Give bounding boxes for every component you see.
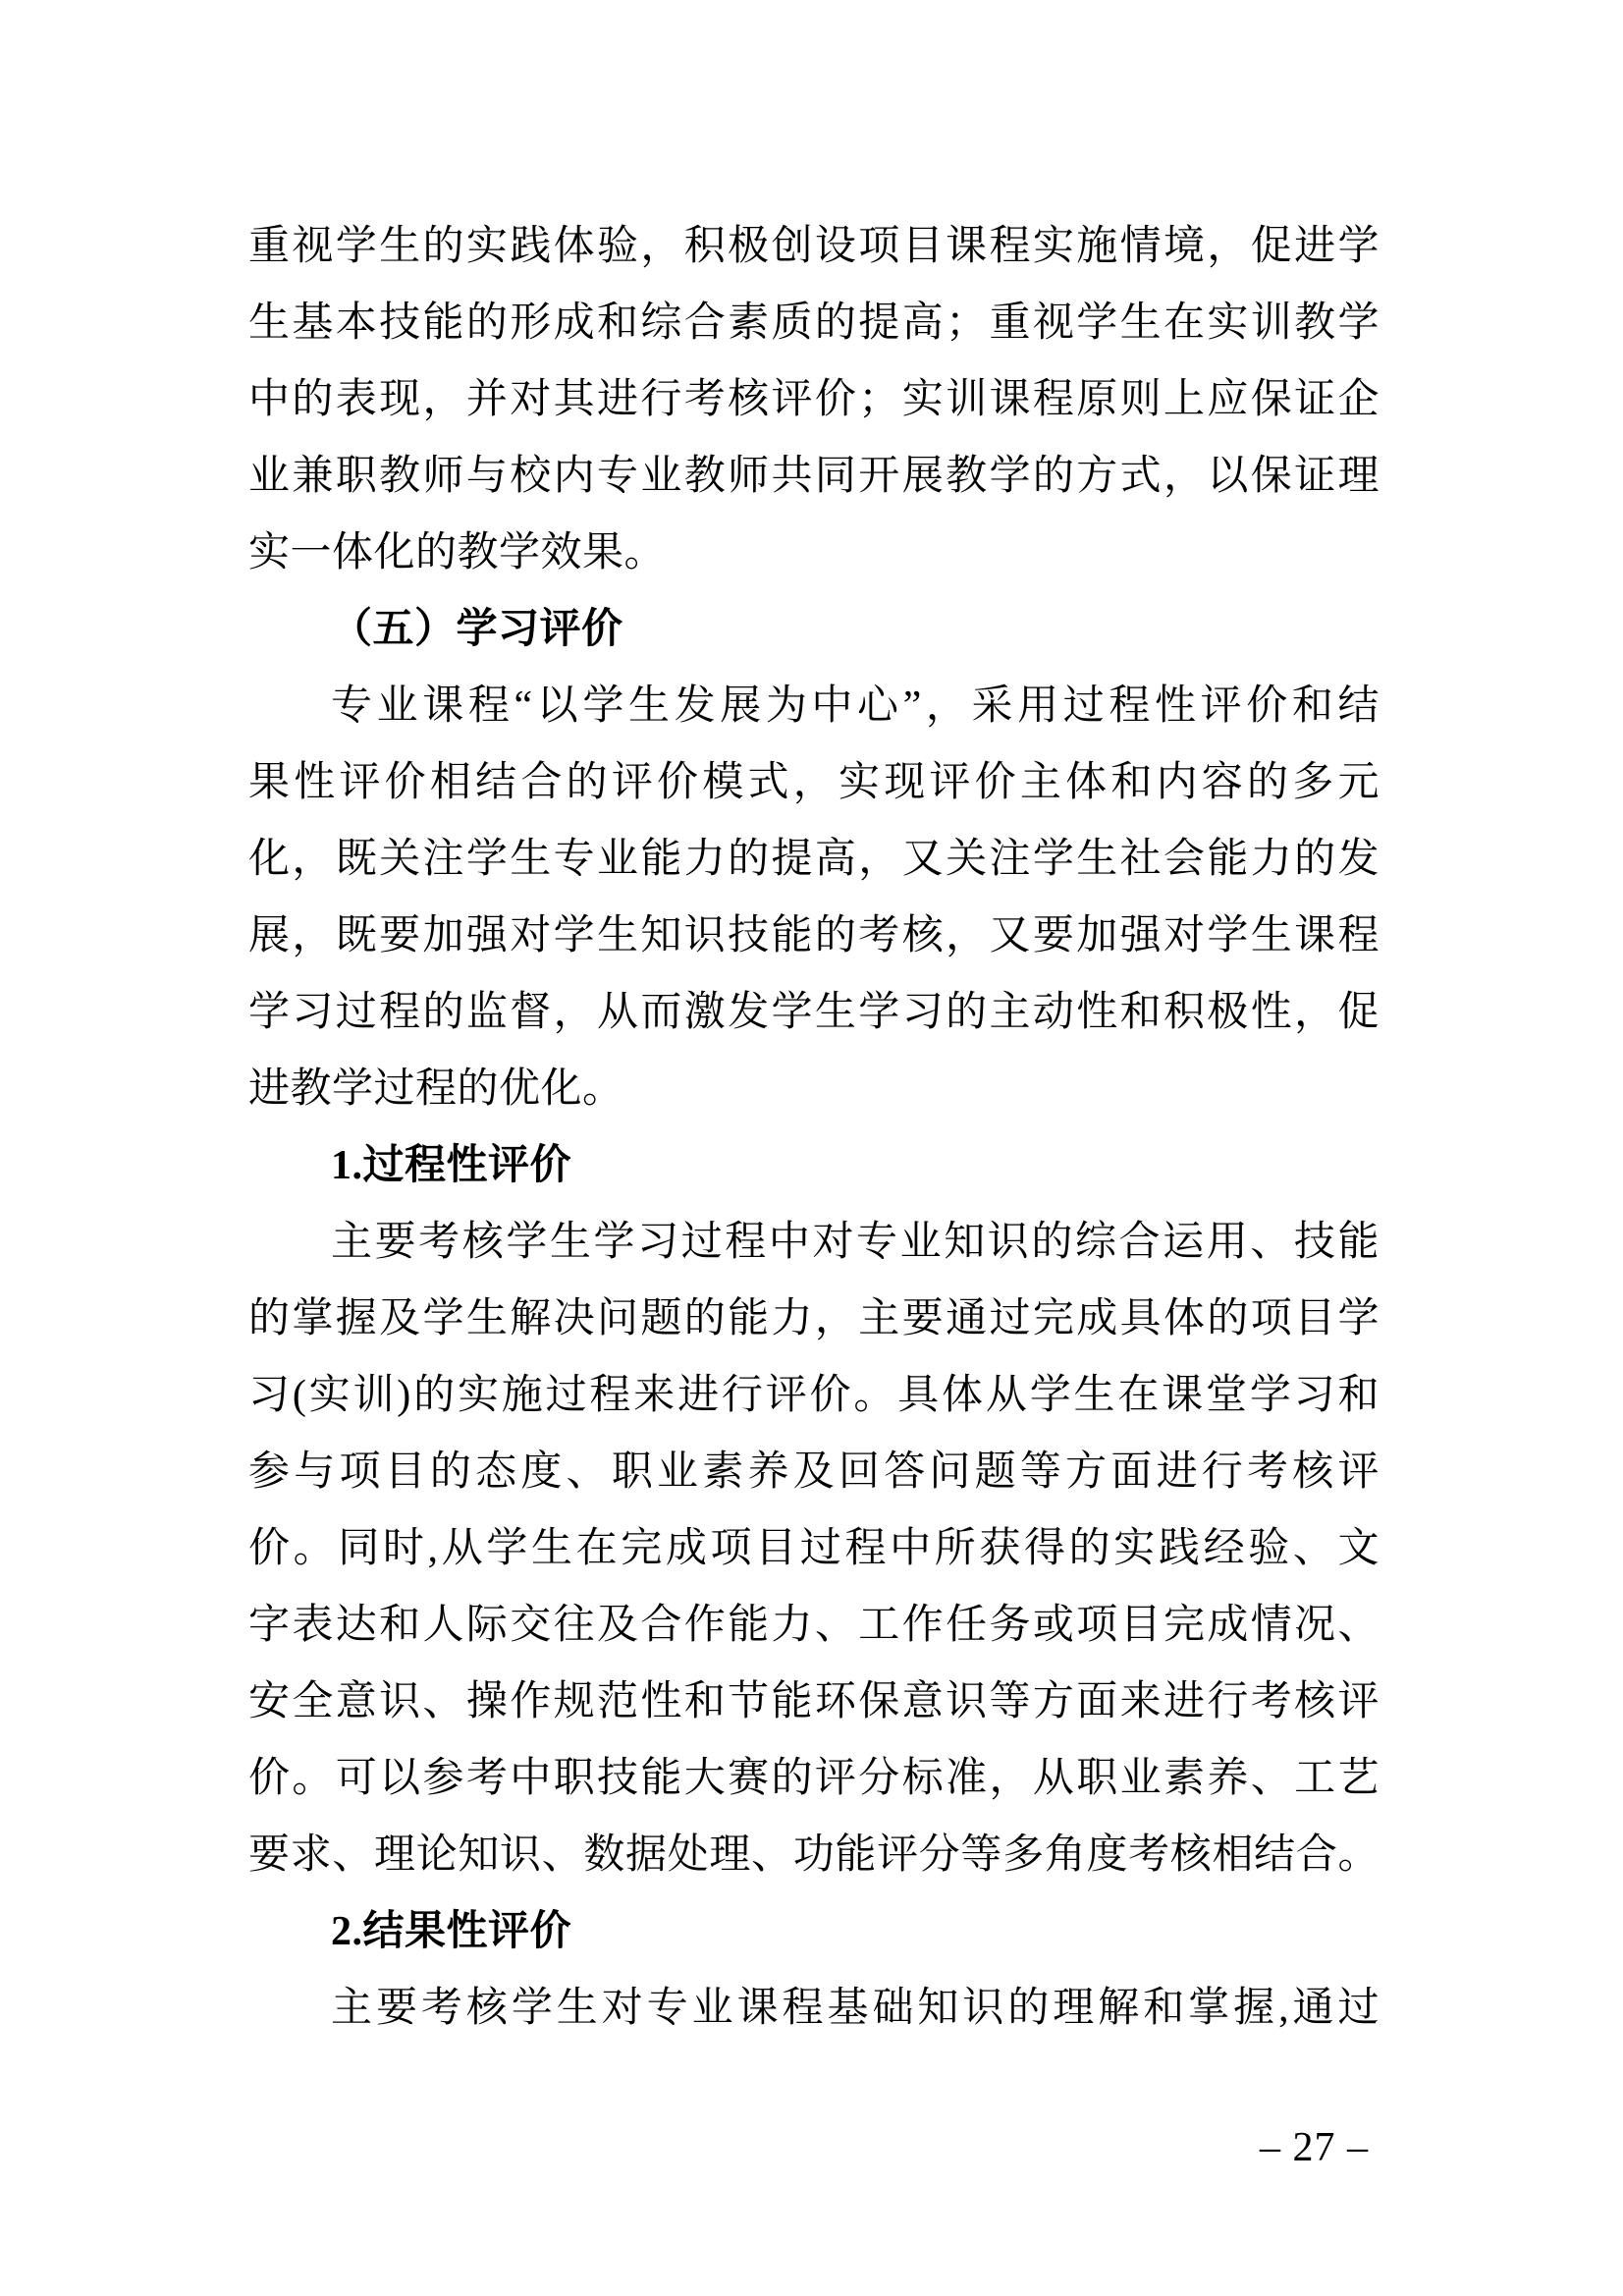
document-text-block bbox=[248, 208, 1380, 2047]
subsection-heading-2: 2.结果性评价 bbox=[331, 1909, 572, 1954]
text-line: 主要考核学生学习过程中对专业知识的综合运用、技能 bbox=[331, 1220, 1380, 1265]
text-line: 化，既关注学生专业能力的提高，又关注学生社会能力的发 bbox=[248, 837, 1380, 882]
text-line: 的掌握及学生解决问题的能力，主要通过完成具体的项目学 bbox=[248, 1296, 1380, 1341]
text-line: 要求、理论知识、数据处理、功能评分等多角度考核相结合。 bbox=[248, 1832, 1380, 1878]
text-line: 习(实训)的实施过程来进行评价。具体从学生在课堂学习和 bbox=[248, 1373, 1380, 1418]
text-line: 字表达和人际交往及合作能力、工作任务或项目完成情况、 bbox=[248, 1603, 1380, 1648]
text-line: 展，既要加强对学生知识技能的考核，又要加强对学生课程 bbox=[248, 913, 1380, 958]
text-line: 专业课程“以学生发展为中心”，采用过程性评价和结 bbox=[331, 683, 1380, 729]
text-line: 安全意识、操作规范性和节能环保意识等方面来进行考核评 bbox=[248, 1679, 1380, 1724]
text-line: 重视学生的实践体验，积极创设项目课程实施情境，促进学 bbox=[248, 224, 1380, 269]
text-line: 生基本技能的形成和综合素质的提高；重视学生在实训教学 bbox=[248, 301, 1380, 346]
text-line: 参与项目的态度、职业素养及回答问题等方面进行考核评 bbox=[248, 1449, 1380, 1495]
text-line: 业兼职教师与校内专业教师共同开展教学的方式，以保证理 bbox=[248, 454, 1380, 499]
text-line: 价。可以参考中职技能大赛的评分标准，从职业素养、工艺 bbox=[248, 1756, 1380, 1801]
text-line: 中的表现，并对其进行考核评价；实训课程原则上应保证企 bbox=[248, 377, 1380, 422]
text-line: 学习过程的监督，从而激发学生学习的主动性和积极性，促 bbox=[248, 990, 1380, 1035]
page-number: – 27 – bbox=[1260, 2125, 1369, 2170]
text-line: 果性评价相结合的评价模式，实现评价主体和内容的多元 bbox=[248, 760, 1380, 805]
text-line: 进教学过程的优化。 bbox=[248, 1066, 624, 1112]
text-line: 价。同时,从学生在完成项目过程中所获得的实践经验、文 bbox=[248, 1526, 1380, 1571]
section-heading-5: （五）学习评价 bbox=[331, 607, 623, 652]
text-line: 实一体化的教学效果。 bbox=[248, 530, 667, 575]
subsection-heading-1: 1.过程性评价 bbox=[331, 1143, 572, 1188]
text-line: 主要考核学生对专业课程基础知识的理解和掌握,通过 bbox=[331, 1986, 1380, 2031]
